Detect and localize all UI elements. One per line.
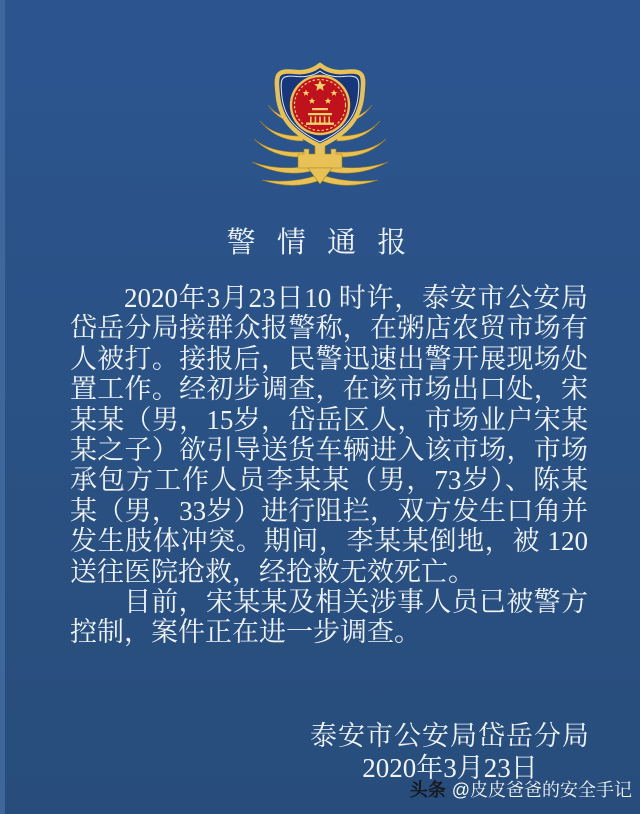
notice-title: 警 情 通 报 (226, 227, 414, 259)
notice-footer (310, 720, 590, 784)
notice-date: 2020年3月23日 (362, 753, 538, 783)
watermark-handle: @皮皮爸爸的安全手记 (451, 780, 632, 800)
body-line: 某（男，33岁）进行阻拦，双方发生口角并 (70, 495, 588, 526)
toutiao-logo-text: 头条 (409, 780, 446, 800)
notice-body (70, 283, 588, 648)
body-line: 岱岳分局接群众报警称，在粥店农贸市场有 (70, 313, 588, 344)
watermark (410, 780, 632, 800)
police-badge-emblem (248, 62, 392, 202)
body-line: 目前，宋某某及相关涉事人员已被警方 (124, 586, 588, 617)
issuing-agency: 泰安市公安局岱岳分局 (310, 721, 590, 751)
body-line: 发生肢体冲突。期间，李某某倒地，被 120 (70, 526, 588, 557)
national-emblem (291, 76, 349, 134)
body-line: 2020年3月23日10 时许，泰安市公安局 (124, 283, 588, 313)
body-line: 置工作。经初步调查，在该市场出口处，宋 (70, 374, 588, 405)
body-line: 送往医院抢救，经抢救无效死亡。 (70, 556, 475, 587)
police-badge-icon (248, 62, 392, 202)
body-line: 承包方工作人员李某某（男，73岁）、陈某 (70, 465, 588, 496)
body-line: 某某（男，15岁，岱岳区人，市场业户宋某 (70, 404, 588, 435)
body-line: 控制，案件正在进一步调查。 (70, 617, 421, 648)
body-line: 某之子）欲引导送货车辆进入该市场，市场 (70, 434, 588, 465)
body-line: 人被打。接报后，民警迅速出警开展现场处 (70, 343, 588, 374)
